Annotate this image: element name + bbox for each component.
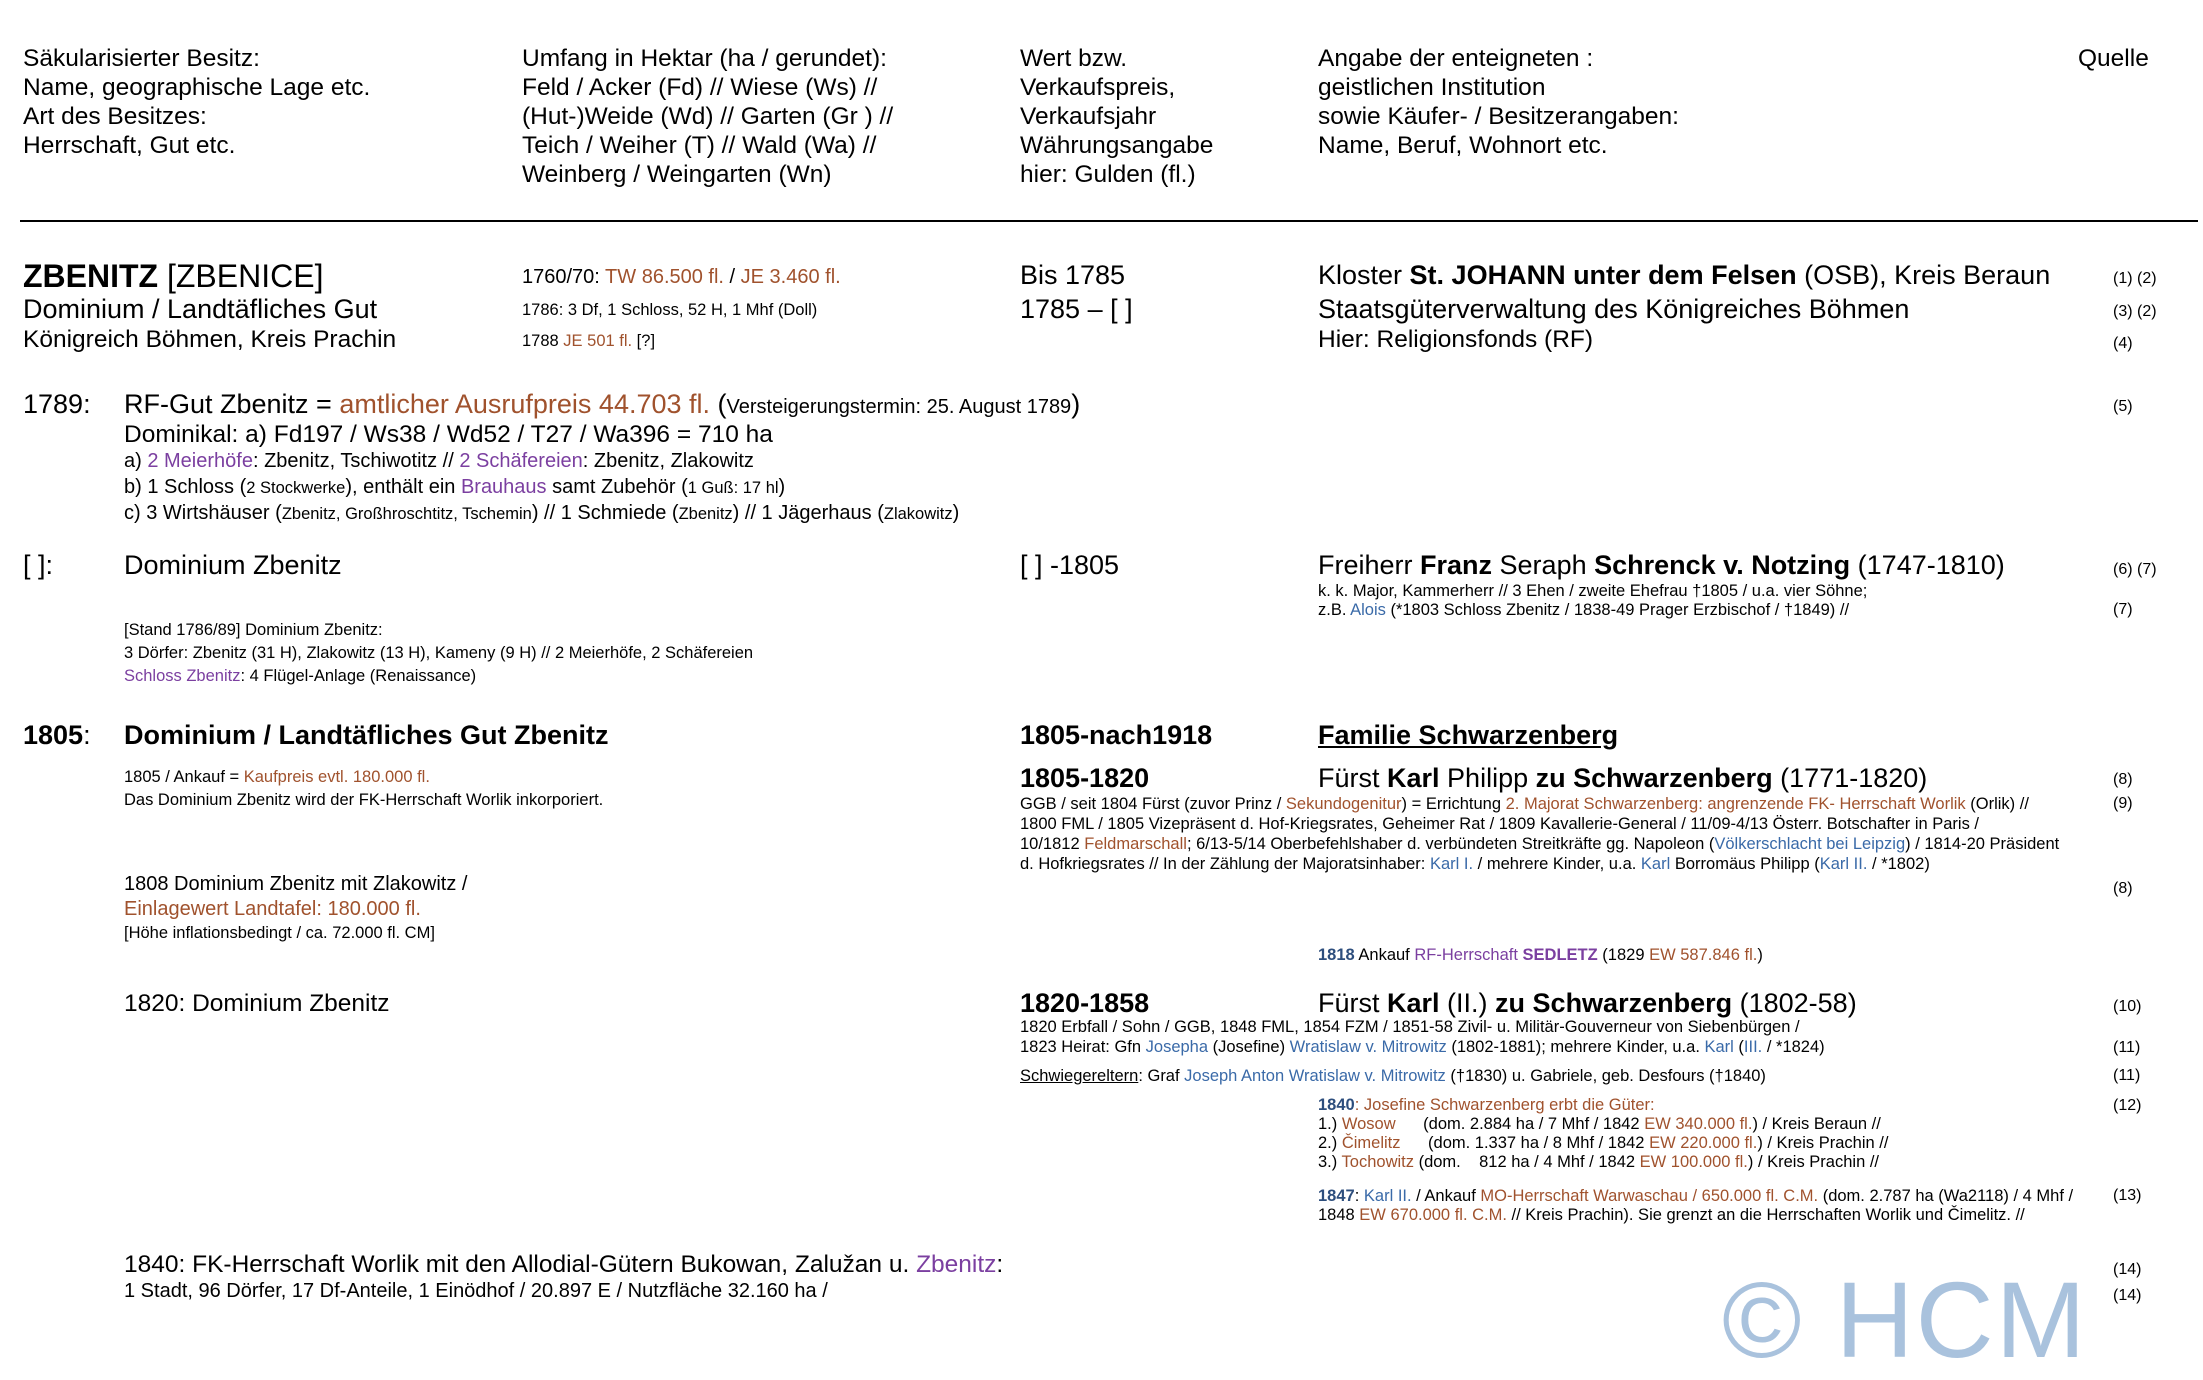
source-ref: (8)	[2113, 880, 2133, 897]
source-ref: (13)	[2113, 1187, 2142, 1204]
text: (†1830) u. Gabriele, geb. Desfours (†1840)	[1445, 1067, 1766, 1085]
date-1805-1820: 1805-1820	[1020, 763, 1150, 793]
header-line: Herrschaft, Gut etc.	[23, 132, 236, 159]
date-1785: 1785 – [ ]	[1020, 294, 1133, 324]
dominium-name: Dominium Zbenitz	[124, 550, 342, 580]
text: 10/1812	[1020, 835, 1085, 853]
farms-line	[124, 450, 754, 473]
text: zu Schwarzenberg	[1495, 988, 1733, 1018]
inheritance-1840	[1318, 1096, 1655, 1115]
header-col-property	[23, 44, 370, 160]
inflation-note: [Höhe inflationsbedingt / ca. 72.000 fl. CM]	[124, 924, 435, 942]
source-ref: (12)	[2113, 1097, 2142, 1114]
owner-schrenck	[1318, 550, 2005, 581]
text: Alois	[1350, 601, 1386, 619]
header-line: sowie Käufer- / Besitzerangaben:	[1318, 103, 1679, 130]
castle-line	[124, 476, 785, 499]
text: 1840: FK-Herrschaft Worlik mit den Allodial-Gütern Bukowan, Zalužan u.	[124, 1251, 917, 1278]
header-line: (Hut-)Weide (Wd) // Garten (Gr ) //	[522, 103, 894, 130]
family-schwarzenberg: Familie Schwarzenberg	[1318, 720, 1619, 750]
text: : 4 Flügel-Anlage (Renaissance)	[240, 667, 477, 685]
owner-monastery	[1318, 260, 2050, 291]
text: c) 3 Wirtshäuser (	[124, 502, 282, 524]
text: Versteigerungstermin: 25. August 1789	[726, 396, 1072, 418]
text: Josepha	[1145, 1038, 1209, 1056]
text: // Kreis Prachin). Sie grenzt an die Herrschaften Worlik und Čimelitz. //	[1506, 1206, 2025, 1224]
text: (*1803 Schloss Zbenitz / 1838-49 Prager Erzbischof / †1849) //	[1385, 601, 1850, 619]
source-ref: (10)	[2113, 998, 2142, 1015]
value-1786: 1786: 3 Df, 1 Schloss, 52 H, 1 Mhf (Doll)	[522, 301, 818, 319]
text: 2 Meierhöfe	[147, 450, 253, 472]
text: / *1824)	[1762, 1038, 1825, 1056]
text: [?]	[632, 332, 656, 350]
text: Karl	[1704, 1038, 1734, 1056]
text: ) / Kreis Beraun //	[1752, 1115, 1881, 1133]
text: samt Zubehör (	[546, 476, 688, 498]
worlik-stats: 1 Stadt, 96 Dörfer, 17 Df-Anteile, 1 Einödhof / 20.897 E / Nutzfläche 32.160 ha /	[124, 1280, 828, 1302]
header-line: Angabe der enteigneten :	[1318, 45, 1594, 72]
header-col-area	[522, 44, 893, 189]
text: ) = Errichtung	[1401, 795, 1506, 813]
owner-karl-ii	[1318, 988, 1857, 1019]
text: ) // 1 Schmiede (	[531, 502, 679, 524]
text: b) 1 Schloss (	[124, 476, 247, 498]
date-1820-1858: 1820-1858	[1020, 988, 1150, 1018]
text: Zbenitz	[916, 1251, 997, 1278]
text: 1848	[1318, 1206, 1360, 1224]
text: 1823 Heirat: Gfn	[1020, 1038, 1146, 1056]
text: EW 340.000 fl.	[1644, 1115, 1753, 1133]
text: 1.)	[1318, 1115, 1342, 1133]
source-ref: (14)	[2113, 1287, 2142, 1304]
source-ref: (6) (7)	[2113, 561, 2157, 578]
text: Joseph Anton Wratislaw v. Mitrowitz	[1184, 1067, 1446, 1085]
text: /	[723, 266, 741, 288]
rf-gut-line	[124, 389, 1080, 420]
text: MO-Herrschaft Warwaschau / 650.000 fl. C.M.	[1480, 1187, 1819, 1205]
text: Brauhaus	[460, 476, 547, 498]
dominium-1820: 1820: Dominium Zbenitz	[124, 990, 390, 1017]
text: (1802-58)	[1732, 988, 1857, 1018]
karl-ii-bio-2	[1020, 1038, 1825, 1057]
text: RF-Gut Zbenitz =	[124, 389, 340, 419]
text: 1805	[23, 720, 84, 750]
header-divider	[20, 220, 2198, 222]
text: zu Schwarzenberg	[1535, 763, 1773, 793]
text: ) / Kreis Prachin //	[1747, 1153, 1879, 1171]
karl-ii-bio-1: 1820 Erbfall / Sohn / GGB, 1848 FML, 1854 FZM / 1851-58 Zivil- u. Militär-Gouverneur von Siebenbürgen /	[1020, 1018, 1800, 1036]
bio-line-3	[1020, 835, 2059, 854]
year-1789: 1789:	[23, 389, 91, 419]
text: Kloster	[1318, 260, 1410, 290]
text: (II.)	[1439, 988, 1496, 1018]
in-laws-line	[1020, 1067, 1766, 1086]
castle-wing-line	[124, 667, 476, 686]
year-1805	[23, 720, 91, 751]
text: Seraph	[1492, 550, 1595, 580]
text: (Orlik) //	[1965, 795, 2029, 813]
property-title-czech: [ZBENICE]	[158, 258, 324, 294]
text: 3.)	[1318, 1153, 1342, 1171]
estate-wosow	[1318, 1115, 1881, 1134]
property-type: Dominium / Landtäfliches Gut	[23, 294, 378, 324]
text: Feldmarschall	[1084, 835, 1187, 853]
text: / *1802)	[1867, 855, 1930, 873]
text: Čimelitz	[1341, 1134, 1401, 1152]
text: 1 Guß: 17 hl	[687, 479, 779, 497]
text: Sekundogenitur	[1285, 795, 1402, 813]
text: Zbenitz	[678, 505, 733, 523]
text: :	[1354, 1187, 1364, 1205]
copyright-watermark: © HCM	[1722, 1259, 2088, 1380]
header-line: hier: Gulden (fl.)	[1020, 161, 1196, 188]
text: Wratislaw v. Mitrowitz	[1289, 1038, 1447, 1056]
text: (Josefine)	[1208, 1038, 1290, 1056]
text: 1847	[1318, 1187, 1355, 1205]
text: 1805 / Ankauf =	[124, 768, 244, 786]
value-1760	[522, 266, 841, 289]
source-ref: (11)	[2113, 1039, 2141, 1056]
source-ref: (5)	[2113, 398, 2133, 415]
source-ref: (11)	[2113, 1067, 2141, 1084]
text: / mehrere Kinder, u.a.	[1473, 855, 1641, 873]
header-line: Säkularisierter Besitz:	[23, 45, 260, 72]
text: 1840	[1318, 1096, 1355, 1114]
text: Zbenitz, Großhroschtitz, Tschemin	[281, 505, 532, 523]
status-line: [Stand 1786/89] Dominium Zbenitz:	[124, 621, 383, 639]
text: (dom. 2.884 ha / 7 Mhf / 1842	[1395, 1115, 1645, 1133]
text: Fürst	[1318, 988, 1388, 1018]
purchase-1805	[124, 768, 430, 787]
text: / Ankauf	[1411, 1187, 1481, 1205]
bio-line-2: 1800 FML / 1805 Vizepräsent d. Hof-Kriegsrates, Geheimer Rat / 1809 Kavallerie-General / 11/09-4/13 Österr. Botschafter in Paris /	[1020, 815, 1980, 833]
text: JE 501 fl.	[563, 332, 633, 350]
header-col-source: Quelle	[2078, 45, 2149, 72]
source-ref: (8)	[2113, 771, 2133, 788]
text: d. Hofkriegsrates // In der Zählung der Majoratsinhaber:	[1020, 855, 1430, 873]
text: : Josefine Schwarzenberg erbt die Güter:	[1354, 1096, 1655, 1114]
text: :	[996, 1251, 1004, 1278]
text: GGB / seit 1804 Fürst (zuvor Prinz /	[1020, 795, 1286, 813]
inns-line	[124, 502, 959, 525]
text: (	[1733, 1038, 1744, 1056]
owner-state: Staatsgüterverwaltung des Königreiches Böhmen	[1318, 294, 1910, 324]
text: EW 220.000 fl.	[1649, 1134, 1758, 1152]
text: 1760/70:	[522, 266, 606, 288]
header-line: Teich / Weiher (T) // Wald (Wa) //	[522, 132, 877, 159]
text: Borromäus Philipp (	[1670, 855, 1820, 873]
header-line: Name, geographische Lage etc.	[23, 74, 371, 101]
dominical-line: Dominikal: a) Fd197 / Ws38 / Wd52 / T27 / Wa396 = 710 ha	[124, 421, 773, 448]
owner-fund: Hier: Religionsfonds (RF)	[1318, 326, 1594, 353]
text: EW 100.000 fl.	[1639, 1153, 1748, 1171]
text: (dom. 1.337 ha / 8 Mhf / 1842	[1400, 1134, 1650, 1152]
source-ref: (7)	[2113, 601, 2133, 618]
text: (	[710, 389, 727, 419]
text: Philipp	[1439, 763, 1536, 793]
text: Karl I.	[1429, 855, 1474, 873]
text: Fürst	[1318, 763, 1388, 793]
property-title-name: ZBENITZ	[23, 258, 159, 294]
header-col-institution	[1318, 44, 1679, 160]
value-1788	[522, 332, 655, 351]
year-unknown: [ ]:	[23, 550, 54, 580]
text: 2. Majorat Schwarzenberg: angrenzende FK- Herrschaft Worlik	[1505, 795, 1966, 813]
text: ), enthält ein	[345, 476, 461, 498]
header-col-value	[1020, 44, 1213, 189]
bio-line-1	[1020, 795, 2029, 814]
text: ; 6/13-5/14 Oberbefehlshaber d. verbündeten Streitkräfte gg. Napoleon (	[1186, 835, 1715, 853]
text: Schwiegereltern	[1020, 1067, 1139, 1085]
text: ) // 1 Jägerhaus (	[732, 502, 884, 524]
header-line: Art des Besitzes:	[23, 103, 207, 130]
text: 2 Schäfereien	[459, 450, 583, 472]
owner-karl-philipp	[1318, 763, 1927, 794]
landtafel-value: Einlagewert Landtafel: 180.000 fl.	[124, 898, 421, 920]
text: JE 3.460 fl.	[740, 266, 841, 288]
text: : Zbenitz, Zlakowitz	[582, 450, 754, 472]
source-ref: (9)	[2113, 795, 2133, 812]
text: 1818	[1318, 946, 1355, 964]
header-line: Währungsangabe	[1020, 132, 1214, 159]
text: Kaufpreis evtl. 180.000 fl.	[243, 768, 430, 786]
text: Karl	[1387, 988, 1440, 1018]
text: Freiherr	[1318, 550, 1421, 580]
header-line: Verkaufsjahr	[1020, 103, 1157, 130]
text: (1829	[1597, 946, 1650, 964]
header-line: Wert bzw.	[1020, 45, 1128, 72]
text: EW 587.846 fl.	[1649, 946, 1758, 964]
incorporation-note: Das Dominium Zbenitz wird der FK-Herrschaft Worlik inkorporiert.	[124, 791, 604, 809]
villages-line: 3 Dörfer: Zbenitz (31 H), Zlakowitz (13 H), Kameny (9 H) // 2 Meierhöfe, 2 Schäfereien	[124, 644, 754, 662]
text: 2 Stockwerke	[246, 479, 346, 497]
text: RF-Herrschaft	[1414, 946, 1523, 964]
source-ref: (1) (2)	[2113, 270, 2157, 287]
text: )	[1757, 946, 1763, 964]
estate-tochowitz	[1318, 1153, 1879, 1172]
owner-schrenck-bio: k. k. Major, Kammerherr // 3 Ehen / zweite Ehefrau †1805 / u.a. vier Söhne;	[1318, 582, 1868, 600]
text: (dom. 812 ha / 4 Mhf / 1842	[1414, 1153, 1640, 1171]
text: )	[952, 502, 960, 524]
text: (1802-1881); mehrere Kinder, u.a.	[1446, 1038, 1705, 1056]
text: : Graf	[1138, 1067, 1185, 1085]
text: Karl II.	[1819, 855, 1868, 873]
property-location: Königreich Böhmen, Kreis Prachin	[23, 326, 397, 353]
text: : Zbenitz, Tschiwotitz //	[252, 450, 460, 472]
text: (dom. 2.787 ha (Wa2118) / 4 Mhf /	[1818, 1187, 2074, 1205]
property-title	[23, 258, 323, 295]
text: Tochowitz	[1341, 1153, 1414, 1171]
text: Karl II.	[1363, 1187, 1412, 1205]
sedletz-purchase	[1318, 946, 1763, 965]
text: :	[83, 720, 91, 750]
text: Schloss Zbenitz	[124, 667, 241, 685]
text: Franz	[1420, 550, 1493, 580]
text: z.B.	[1318, 601, 1351, 619]
source-ref: (4)	[2113, 335, 2133, 352]
header-line: Weinberg / Weingarten (Wn)	[522, 161, 832, 188]
text: St. JOHANN unter dem Felsen	[1409, 260, 1797, 290]
text: Wosow	[1341, 1115, 1396, 1133]
date-1805-after-1918: 1805-nach1918	[1020, 720, 1213, 750]
text: )	[778, 476, 786, 498]
text: (1771-1820)	[1772, 763, 1928, 793]
text: Völkerschlacht bei Leipzig	[1714, 835, 1906, 853]
warwaschau-1848	[1318, 1206, 2025, 1225]
text: Ankauf	[1354, 946, 1415, 964]
text: Karl	[1640, 855, 1671, 873]
text: Zlakowitz	[883, 505, 953, 523]
owner-schrenck-son	[1318, 601, 1849, 620]
header-line: Feld / Acker (Fd) // Wiese (Ws) //	[522, 74, 878, 101]
text: ) / Kreis Prachin //	[1757, 1134, 1889, 1152]
text: ) / 1814-20 Präsident	[1905, 835, 2060, 853]
date-until-1805: [ ] -1805	[1020, 550, 1120, 580]
text: a)	[124, 450, 148, 472]
header-line: geistlichen Institution	[1318, 74, 1546, 101]
text: 1788	[522, 332, 564, 350]
source-ref: (14)	[2113, 1261, 2142, 1278]
text: SEDLETZ	[1522, 946, 1598, 964]
text: )	[1071, 389, 1081, 419]
header-line: Name, Beruf, Wohnort etc.	[1318, 132, 1608, 159]
text: TW 86.500 fl.	[605, 266, 724, 288]
text: EW 670.000 fl. C.M.	[1359, 1206, 1507, 1224]
bio-line-4	[1020, 855, 1930, 874]
dominium-title-1805: Dominium / Landtäfliches Gut Zbenitz	[124, 720, 609, 750]
header-line: Verkaufspreis,	[1020, 74, 1176, 101]
text: Karl	[1387, 763, 1440, 793]
text: III.	[1743, 1038, 1763, 1056]
source-ref: (3) (2)	[2113, 303, 2157, 320]
header-line: Umfang in Hektar (ha / gerundet):	[522, 45, 887, 72]
text: (1747-1810)	[1850, 550, 2005, 580]
text: 2.)	[1318, 1134, 1342, 1152]
text: (OSB), Kreis Beraun	[1796, 260, 2051, 290]
worlik-1840	[124, 1251, 1003, 1279]
zlakowitz-1808: 1808 Dominium Zbenitz mit Zlakowitz /	[124, 873, 468, 895]
text: amtlicher Ausrufpreis 44.703 fl.	[339, 389, 711, 419]
estate-cimelitz	[1318, 1134, 1888, 1153]
text: Schrenck v. Notzing	[1594, 550, 1851, 580]
date-until-1785: Bis 1785	[1020, 260, 1126, 290]
warwaschau-1847	[1318, 1187, 2073, 1206]
